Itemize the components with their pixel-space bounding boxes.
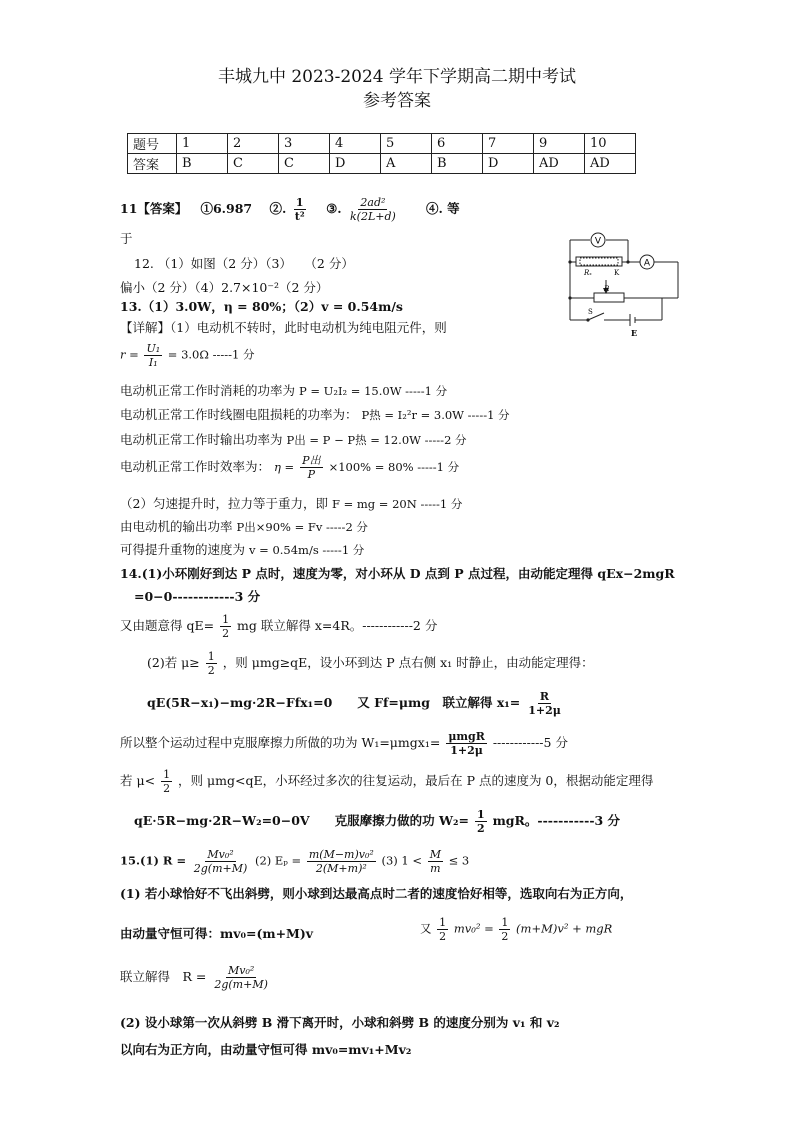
q14-line5	[147, 690, 565, 717]
table-cell: C	[228, 154, 279, 174]
r-label: R	[604, 285, 610, 293]
q13-motor-formula: P出×90% = Fv -----2 分	[236, 520, 368, 534]
q13-eff-line	[120, 454, 459, 481]
q13-r-tail: = 3.0Ω -----1 分	[167, 347, 255, 362]
table-cell: 10	[585, 134, 636, 154]
page-subtitle: 参考答案	[363, 91, 431, 111]
q11-wrap: 于	[120, 231, 133, 246]
table-cell: A	[381, 154, 432, 174]
q15-l2b-post: (m+M)v² + mgR	[516, 921, 613, 936]
q15-l2b-mid: mv₀² =	[453, 921, 494, 936]
q11-part4-label: ④. 等	[425, 201, 460, 216]
q14-l5-pre: qE(5R−x₁)−mg·2R−Ffx₁=0 又 Ff=μmg 联立解得 x₁=	[147, 695, 521, 710]
q14-l7-post: ，则 μmg<qE，小环经过多次的往复运动，最后在 P 点的速度为 0，根据动能定理得	[178, 773, 654, 788]
table-cell: B	[432, 154, 483, 174]
q15-head	[120, 848, 469, 875]
q13-heat-line	[120, 405, 510, 423]
table-cell: AD	[585, 154, 636, 174]
rx-label: Rₓ	[584, 269, 592, 277]
q15-l2b-den2: 2	[501, 930, 509, 943]
q14-l8-den: 2	[476, 822, 485, 835]
q14-line6	[120, 730, 568, 757]
q13-r-line	[120, 342, 254, 369]
q14-l4-post: ，则 μmg≥qE，设小环到达 P 点右侧 x₁ 时静止，由动能定理得：	[222, 655, 594, 670]
q14-l5-num: R	[539, 690, 550, 703]
q13-detail: 【详解】（1）电动机不转时，此时电动机为纯电阻元件，则	[120, 320, 447, 335]
q14-l8-post: mgR。-----------3 分	[492, 813, 621, 828]
q14-line1: 14.(1)小环刚好到达 P 点时，速度为零，对小环从 D 点到 P 点过程，由动能定理得 qEx−2mgR	[120, 566, 675, 581]
q14-l3-post: mg 联立解得 x=4R。------------2 分	[237, 618, 438, 633]
q11-answer-line	[120, 196, 460, 223]
q15-l2b-num2: 1	[501, 916, 509, 929]
q14-l6-fraction	[446, 730, 487, 757]
k-label: K	[614, 269, 620, 277]
q11-part2-label: ②.	[269, 201, 287, 216]
q15-head-den2: 2(M+m)²	[315, 862, 367, 875]
q13-eff-num: P出	[302, 454, 321, 467]
q15-l3-fraction	[212, 964, 270, 991]
q14-l3-pre: 又由题意得 qE=	[120, 618, 215, 633]
q15-l3-num: Mv₀²	[227, 964, 255, 977]
q14-l7-den: 2	[163, 782, 171, 795]
q15-head-mid: (2) Eₚ =	[254, 853, 302, 868]
q14-l7-fraction	[161, 768, 172, 795]
q15-l2b-num1: 1	[439, 916, 447, 929]
q14-l8-pre: qE·5R−mg·2R−W₂=0−0V 克服摩擦力做的功 W₂=	[134, 813, 469, 828]
q14-line3	[120, 613, 437, 640]
q13-out-text: 电动机正常工作时输出功率为	[120, 432, 283, 447]
q15-head-num1: Mv₀²	[207, 848, 234, 861]
q15-head-den3: m	[430, 862, 441, 875]
q14-l6-post: ------------5 分	[492, 735, 568, 750]
e-label: E	[631, 328, 638, 338]
q14-l3-den: 2	[222, 627, 230, 640]
q13-head: 13.（1）3.0W，η = 80%；（2）v = 0.54m/s	[120, 299, 403, 314]
q11-part2-fraction	[293, 196, 307, 223]
q13-out-line	[120, 430, 467, 448]
q14-line2: =0−0------------3 分	[134, 589, 261, 604]
q15-head-pre: 15.(1) R =	[120, 853, 187, 868]
q13-power-formula: P = U₂I₂ = 15.0W -----1 分	[299, 384, 448, 398]
q13-heat-text: 电动机正常工作时线圈电阻损耗的功率为：	[120, 407, 358, 422]
q15-head-frac1	[192, 848, 250, 875]
q14-l8-num: 1	[476, 808, 485, 821]
q11-part3-label: ③.	[326, 201, 342, 216]
q15-line2a: 由动量守恒可得：mv₀=(m+M)v	[120, 926, 314, 941]
q14-l7-pre: 若 μ<	[120, 773, 156, 788]
table-cell: 5	[381, 134, 432, 154]
table-cell: D	[330, 154, 381, 174]
q14-line8	[134, 808, 620, 835]
q14-l5-den: 1+2μ	[528, 704, 561, 717]
table-cell: 4	[330, 134, 381, 154]
q13-out-formula: P出 = P − P热 = 12.0W -----2 分	[286, 433, 467, 447]
q14-line4	[147, 650, 594, 677]
q13-r-prefix: r =	[120, 347, 139, 362]
q15-l2b-den1: 2	[439, 930, 447, 943]
q14-l4-den: 2	[207, 664, 215, 677]
q15-l2b-frac2	[499, 916, 510, 943]
q15-line2b	[420, 916, 612, 943]
q15-line3	[120, 964, 272, 991]
q13-uniform-formula: F = mg = 20N -----1 分	[331, 497, 463, 511]
q11-part3-fraction	[348, 196, 398, 223]
table-cell: B	[177, 154, 228, 174]
q14-l3-num: 1	[222, 613, 230, 626]
table-cell: 1	[177, 134, 228, 154]
table-cell: 9	[534, 134, 585, 154]
q12-line2: 偏小（2 分）（4）2.7×10⁻²（2 分）	[120, 280, 329, 295]
table-cell: 2	[228, 134, 279, 154]
q14-l5-fraction	[526, 690, 563, 717]
table-cell: 3	[279, 134, 330, 154]
q13-eff-text: 电动机正常工作时效率为：	[120, 459, 271, 474]
q13-power-line	[120, 381, 447, 399]
q13-eff-fraction	[300, 454, 322, 481]
q13-r-num: U₁	[146, 342, 161, 355]
table-row	[128, 134, 636, 154]
q14-l4-pre: (2)若 μ≥	[147, 655, 200, 670]
q13-motor-text: 由电动机的输出功率	[120, 519, 233, 534]
q13-r-den: I₁	[148, 356, 158, 369]
table-cell: C	[279, 154, 330, 174]
q15-l3-pre: 联立解得 R =	[120, 969, 207, 984]
q13-speed-line	[120, 540, 364, 558]
q15-head-frac2	[307, 848, 376, 875]
row-label: 答案	[128, 154, 177, 174]
q12-line1: 12. （1）如图（2 分）（3） （2 分）	[134, 256, 354, 271]
q14-l8-fraction	[475, 808, 487, 835]
q13-eff-den: P	[307, 468, 316, 481]
q15-head-num3: M	[429, 848, 441, 861]
q15-head-den1: 2g(m+M)	[193, 862, 248, 875]
q15-l3-den: 2g(m+M)	[214, 978, 268, 991]
q15-l2b-frac1	[437, 916, 448, 943]
q13-speed-text: 可得提升重物的速度为	[120, 542, 246, 557]
table-row	[128, 154, 636, 174]
q15-head-mid2: (3) 1 <	[381, 853, 423, 868]
q11-part3-den: k(2L+d)	[350, 210, 396, 223]
table-cell: AD	[534, 154, 585, 174]
q15-head-frac3	[428, 848, 443, 875]
q13-motor-line	[120, 517, 368, 535]
q11-part3-num: 2ad²	[360, 196, 386, 209]
q13-eff-tail: ×100% = 80% -----1 分	[328, 460, 460, 474]
q13-r-fraction	[144, 342, 162, 369]
q11-label: 11【答案】	[120, 201, 188, 216]
q13-eff-prefix: η =	[274, 460, 295, 474]
q14-l4-num: 1	[207, 650, 215, 663]
q13-heat-formula: P热 = I₂²r = 3.0W -----1 分	[361, 408, 510, 422]
page-title: 丰城九中 2023-2024 学年下学期高二期中考试	[217, 67, 577, 87]
q11-part1: ①6.987	[200, 201, 253, 216]
table-cell: 6	[432, 134, 483, 154]
ammeter-symbol: A	[643, 258, 651, 269]
q15-head-tail: ≤ 3	[448, 853, 470, 868]
q15-l2b-pre: 又	[420, 921, 432, 936]
row-label: 题号	[128, 134, 177, 154]
table-cell: 7	[483, 134, 534, 154]
q14-l6-den: 1+2μ	[450, 744, 483, 757]
q15-line4: (2) 设小球第一次从斜劈 B 滑下离开时，小球和斜劈 B 的速度分别为 v₁ 和 v₂	[120, 1015, 560, 1030]
q13-power-text: 电动机正常工作时消耗的功率为	[120, 383, 296, 398]
answer-table	[127, 133, 636, 174]
q15-head-num2: m(M−m)v₀²	[308, 848, 374, 861]
q15-line1: (1) 若小球恰好不飞出斜劈，则小球到达最高点时二者的速度恰好相等，选取向右为正方向，	[120, 886, 633, 901]
q14-l6-pre: 所以整个运动过程中克服摩擦力所做的功为 W₁=μmgx₁=	[120, 735, 441, 750]
table-cell: D	[483, 154, 534, 174]
q14-l4-fraction	[206, 650, 217, 677]
circuit-diagram	[558, 228, 698, 338]
q13-speed-formula: v = 0.54m/s -----1 分	[249, 543, 365, 557]
q14-line7	[120, 768, 653, 795]
q14-l7-num: 1	[163, 768, 171, 781]
voltmeter-symbol: V	[594, 236, 602, 247]
q11-part2-den: t²	[294, 210, 305, 223]
q14-l3-fraction	[220, 613, 231, 640]
q15-line5: 以向右为正方向，由动量守恒可得 mv₀=mv₁+Mv₂	[120, 1042, 412, 1057]
s-label: S	[588, 308, 593, 316]
q13-uniform-text: （2）匀速提升时，拉力等于重力，即	[120, 496, 328, 511]
q14-l6-num: μmgR	[448, 730, 485, 743]
q11-part2-num: 1	[295, 196, 304, 209]
q13-uniform-line	[120, 494, 462, 512]
